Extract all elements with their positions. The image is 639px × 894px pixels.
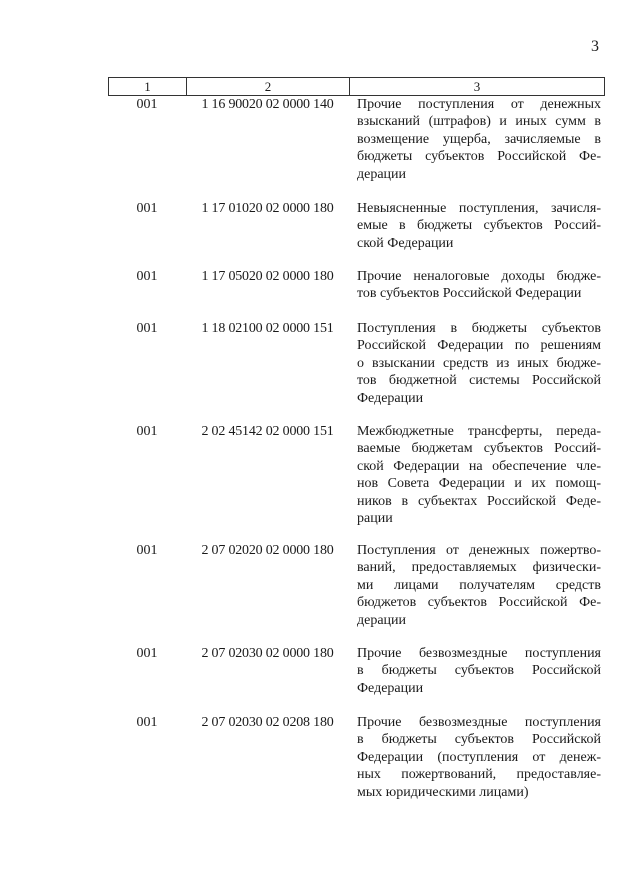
admin-code: 001 (136, 201, 158, 216)
table-row (108, 423, 605, 527)
table-row (108, 268, 605, 303)
admin-code: 001 (136, 269, 158, 284)
revenue-code: 1 17 05020 02 0000 180 (201, 269, 334, 284)
admin-code: 001 (136, 321, 158, 336)
revenue-description: Невыясненные поступления, зачисля- емые в бюджеты субъектов Россий- ской Федерации (357, 201, 601, 251)
table-row (108, 96, 605, 183)
table-row (108, 645, 605, 697)
revenue-description: Поступления в бюджеты субъектов Российской Федерации по решениям о взыскании средств из иных бюдже- тов бюджетной системы Российской Федерации (357, 321, 601, 406)
admin-code: 001 (136, 646, 158, 661)
revenue-code: 1 16 90020 02 0000 140 (201, 97, 334, 112)
revenue-code: 2 07 02020 02 0000 180 (201, 543, 334, 558)
table-row (108, 320, 605, 407)
revenue-code: 2 07 02030 02 0208 180 (201, 715, 334, 730)
header-col-1: 1 (109, 78, 187, 95)
revenue-code: 1 17 01020 02 0000 180 (201, 201, 334, 216)
table-row (108, 542, 605, 629)
header-col-3: 3 (473, 79, 481, 94)
admin-code: 001 (136, 715, 158, 730)
budget-codes-table (108, 77, 605, 800)
revenue-description: Прочие неналоговые доходы бюдже- тов субъектов Российской Федерации (357, 269, 601, 302)
admin-code: 001 (136, 424, 158, 439)
table-row (108, 714, 605, 801)
revenue-description: Прочие безвозмездные поступления в бюджеты субъектов Российской Федерации (357, 646, 601, 696)
admin-code: 001 (136, 97, 158, 112)
revenue-code: 2 02 45142 02 0000 151 (201, 424, 334, 439)
page-number: 3 (591, 38, 599, 55)
revenue-description: Прочие поступления от денежных взысканий (штрафов) и иных сумм в возмещение ущерба, зачисляемые в бюджеты субъектов Российской Фе- дерации (357, 97, 601, 182)
revenue-code: 1 18 02100 02 0000 151 (201, 321, 334, 336)
revenue-description: Прочие безвозмездные поступления в бюджеты субъектов Российской Федерации (поступления от денеж- ных пожертвований, предоставляе- мых юридическими лицами) (357, 715, 601, 800)
admin-code: 001 (136, 543, 158, 558)
revenue-description: Межбюджетные трансферты, переда- ваемые бюджетам субъектов Россий- ской Федерации на обеспечение чле- нов Совета Федерации и их помощ- ников в субъектах Российской Феде- рации (357, 424, 601, 527)
revenue-code: 2 07 02030 02 0000 180 (201, 646, 334, 661)
table-header (108, 77, 605, 96)
header-col-2: 2 (187, 78, 350, 95)
revenue-description: Поступления от денежных пожертво- ваний, предоставляемых физически- ми лицами получателям средств бюджетов субъектов Российской Фе- дерации (357, 543, 601, 628)
table-row (108, 200, 605, 252)
